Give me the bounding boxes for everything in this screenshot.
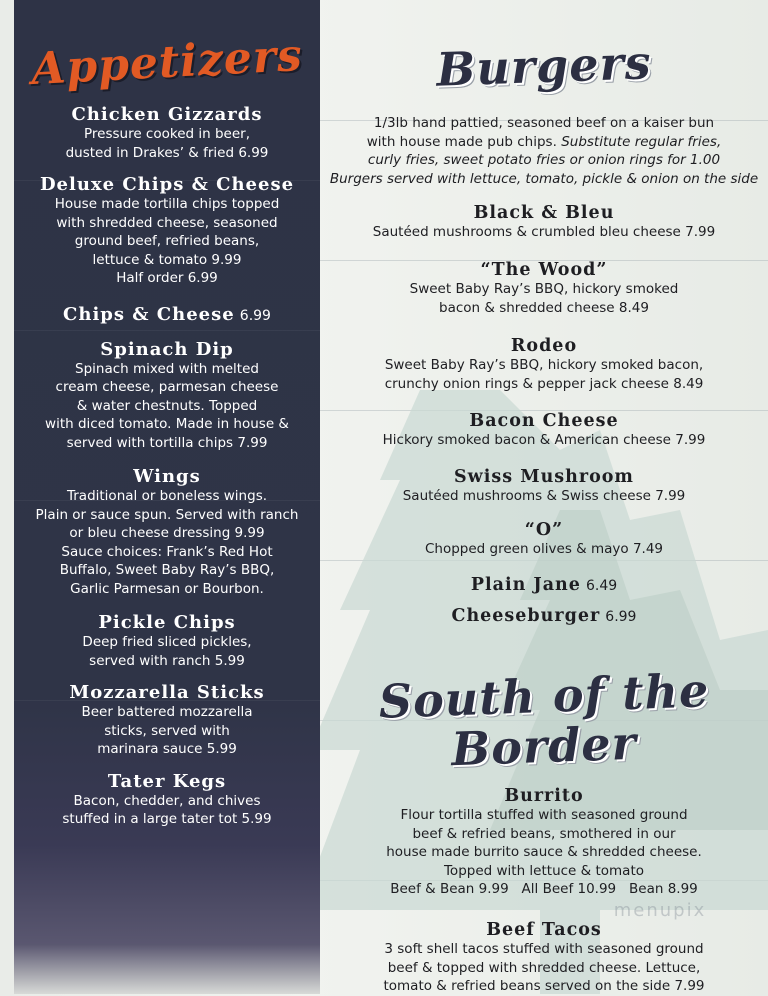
- menu-item: [320, 520, 768, 559]
- item-desc-line: stuffed in a large tater tot 5.99: [62, 811, 272, 827]
- item-desc-line: tomato & refried beans served on the side 7.99: [383, 978, 705, 994]
- item-desc-line: & water chestnuts. Topped: [76, 397, 258, 414]
- item-desc-line: Beer battered mozzarella: [81, 704, 253, 720]
- item-desc-line: Sautéed mushrooms & Swiss cheese 7.99: [402, 488, 686, 504]
- item-desc-line: beef & topped with shredded cheese. Lettuce,: [387, 959, 701, 976]
- item-desc-line: with shredded cheese, seasoned: [56, 214, 278, 231]
- item-name: Bacon Cheese: [469, 411, 619, 431]
- menu-item: [320, 336, 768, 393]
- menu-item: [320, 411, 768, 450]
- item-desc-line: Traditional or boneless wings.: [66, 488, 268, 504]
- item-name: Mozzarella Sticks: [69, 682, 265, 703]
- item-name: Spinach Dip: [100, 338, 234, 360]
- item-desc-line: House made tortilla chips topped: [54, 196, 280, 212]
- menu-item: [14, 339, 320, 453]
- watermark: menupix: [613, 900, 707, 921]
- item-desc-line: cream cheese, parmesan cheese: [55, 379, 279, 395]
- item-name: Deluxe Chips & Cheese: [39, 174, 295, 195]
- item-desc-line: Pressure cooked in beer,: [83, 126, 250, 142]
- item-desc-line: Bacon, chedder, and chives: [73, 792, 261, 809]
- item-desc-line: Garlic Parmesan or Bourbon.: [70, 580, 264, 597]
- item-name: Swiss Mushroom: [454, 467, 634, 487]
- item-desc-line: house made burrito sauce & shredded cheese.: [386, 844, 702, 860]
- menu-item: [320, 203, 768, 242]
- menu-item: [14, 466, 320, 598]
- menu-item: [14, 304, 320, 325]
- item-desc-line: Deep fried sliced pickles,: [82, 634, 252, 650]
- item-desc-line: served with ranch 5.99: [89, 652, 245, 669]
- border-title-line1: South of the: [377, 663, 711, 729]
- menu-item: [14, 771, 320, 829]
- menu-item: [320, 786, 768, 899]
- item-desc-line: ground beef, refried beans,: [74, 233, 260, 249]
- appetizers-panel: [14, 0, 320, 994]
- item-desc-line: served with tortilla chips 7.99: [66, 434, 268, 451]
- item-desc-line: Sautéed mushrooms & crumbled bleu cheese 7.99: [372, 224, 716, 240]
- menu-item: [14, 612, 320, 670]
- item-desc-line: crunchy onion rings & pepper jack cheese 8.49: [384, 375, 704, 392]
- item-desc-line: Plain or sauce spun. Served with ranch: [35, 506, 299, 523]
- menu-item: [14, 104, 320, 162]
- item-desc-line: Sweet Baby Ray’s BBQ, hickory smoked bacon,: [384, 357, 704, 373]
- item-name: Pickle Chips: [98, 612, 236, 633]
- menu-item: [320, 260, 768, 317]
- item-desc-line: Chopped green olives & mayo 7.49: [424, 541, 664, 557]
- menu-item: [320, 467, 768, 506]
- intro-line: 1/3lb hand pattied, seasoned beef on a kaiser bun: [373, 115, 715, 131]
- intro-italic-line: Burgers served with lettuce, tomato, pickle & onion on the side: [329, 170, 759, 187]
- item-desc-line: sticks, served with: [104, 722, 230, 739]
- menu-item: [320, 606, 768, 626]
- item-price: 6.99: [239, 307, 271, 324]
- item-desc-line: Topped with lettuce & tomato: [443, 862, 644, 879]
- item-name: Plain Jane: [470, 575, 581, 595]
- item-desc-line: bacon & shredded cheese 8.49: [439, 299, 649, 316]
- item-desc-line: Sauce choices: Frank’s Red Hot: [61, 543, 273, 560]
- item-price: 6.99: [605, 609, 637, 625]
- item-name: Burrito: [504, 786, 584, 806]
- item-name: Black & Bleu: [473, 203, 615, 223]
- item-desc-line: Hickory smoked bacon & American cheese 7.99: [382, 432, 706, 448]
- item-desc-line: 3 soft shell tacos stuffed with seasoned ground: [384, 941, 704, 957]
- intro-italic-line: curly fries, sweet potato fries or onion rings for 1.00: [367, 152, 721, 168]
- item-desc-line: with diced tomato. Made in house &: [45, 416, 289, 432]
- item-name: “O”: [524, 520, 564, 540]
- item-price: 6.49: [586, 578, 618, 594]
- menu-item: [320, 575, 768, 595]
- menu-item: [14, 174, 320, 288]
- item-name: Cheeseburger: [451, 606, 601, 626]
- item-desc-line: marinara sauce 5.99: [97, 741, 237, 757]
- item-desc-line: Buffalo, Sweet Baby Ray’s BBQ,: [59, 562, 275, 578]
- item-desc-line: dusted in Drakes’ & fried 6.99: [65, 144, 269, 161]
- item-desc-line: Beef & Bean 9.99 All Beef 10.99 Bean 8.99: [390, 881, 698, 897]
- item-name: “The Wood”: [480, 260, 608, 280]
- menu-item: [14, 682, 320, 759]
- item-name: Rodeo: [510, 336, 578, 356]
- burgers-intro: [320, 114, 768, 188]
- item-desc-line: Flour tortilla stuffed with seasoned ground: [400, 807, 688, 823]
- item-desc-line: Spinach mixed with melted: [75, 360, 259, 377]
- item-desc-line: or bleu cheese dressing 9.99: [69, 525, 265, 541]
- item-desc-line: Sweet Baby Ray’s BBQ, hickory smoked: [409, 281, 679, 297]
- item-name: Wings: [133, 466, 201, 487]
- item-desc-line: lettuce & tomato 9.99: [92, 251, 242, 268]
- item-name: Chicken Gizzards: [71, 104, 263, 125]
- item-name: Beef Tacos: [486, 920, 602, 940]
- item-name: Chips & Cheese: [63, 303, 235, 325]
- burgers-title: Burgers: [435, 35, 653, 97]
- item-name: Tater Kegs: [107, 770, 227, 792]
- item-desc-line: beef & refried beans, smothered in our: [412, 825, 676, 842]
- intro-italic-line: Substitute regular fries,: [561, 133, 722, 150]
- item-desc-line: Half order 6.99: [116, 270, 218, 286]
- right-column: [320, 0, 768, 994]
- border-title-line2: Border: [450, 715, 638, 777]
- appetizers-title: Appetizers: [29, 29, 304, 96]
- menu-item: [320, 920, 768, 996]
- intro-line: with house made pub chips.: [366, 133, 557, 150]
